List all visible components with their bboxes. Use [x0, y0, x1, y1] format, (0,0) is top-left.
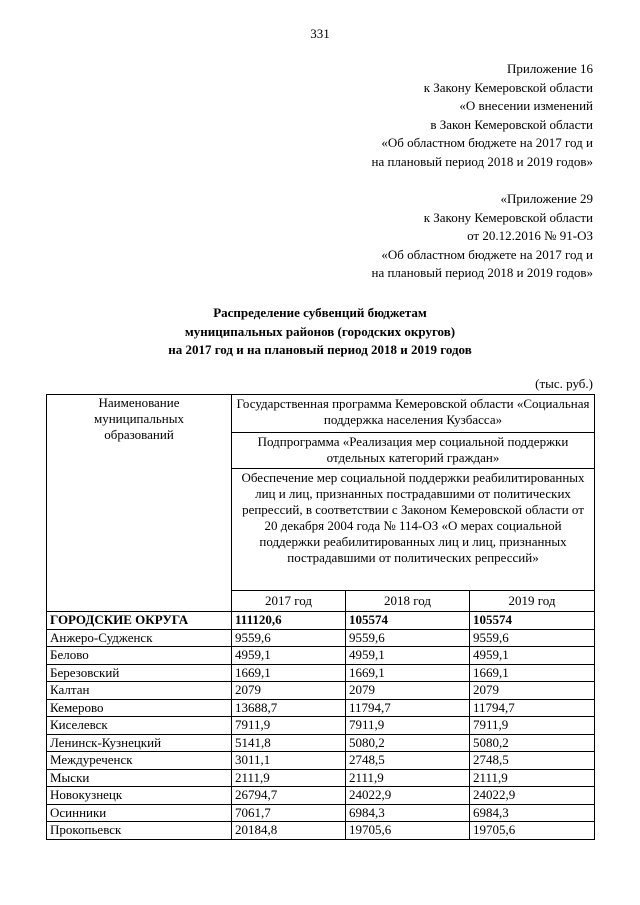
- value-2018-cell: 2748,5: [346, 752, 470, 770]
- document-title: [0, 304, 640, 360]
- appendix-16-line: «Об областном бюджете на 2017 год и: [381, 135, 593, 150]
- value-2018-cell: 6984,3: [346, 804, 470, 822]
- value-2017-cell: 9559,6: [232, 629, 346, 647]
- value-2018-cell: 7911,9: [346, 717, 470, 735]
- value-2018-cell: 4959,1: [346, 647, 470, 665]
- value-2018-cell: 11794,7: [346, 699, 470, 717]
- header-subprogram: Подпрограмма «Реализация мер социальной поддержки отдельных категорий граждан»: [232, 433, 595, 469]
- value-2019-cell: 105574: [470, 612, 595, 630]
- value-2019-cell: 1669,1: [470, 664, 595, 682]
- table-row: [47, 787, 595, 805]
- appendix-16-line: Приложение 16: [506, 61, 593, 76]
- value-2017-cell: 3011,1: [232, 752, 346, 770]
- header-program: Государственная программа Кемеровской области «Социальная поддержка населения Кузбасса»: [232, 395, 595, 433]
- value-2017-cell: 20184,8: [232, 822, 346, 840]
- municipality-cell: Осинники: [47, 804, 232, 822]
- value-2018-cell: 1669,1: [346, 664, 470, 682]
- table-row: [47, 629, 595, 647]
- value-2019-cell: 4959,1: [470, 647, 595, 665]
- municipality-cell: Ленинск-Кузнецкий: [47, 734, 232, 752]
- value-2019-cell: 5080,2: [470, 734, 595, 752]
- value-2019-cell: 24022,9: [470, 787, 595, 805]
- value-2018-cell: 9559,6: [346, 629, 470, 647]
- value-2018-cell: 105574: [346, 612, 470, 630]
- value-2019-cell: 2748,5: [470, 752, 595, 770]
- units-label: (тыс. руб.): [535, 376, 593, 391]
- value-2017-cell: 1669,1: [232, 664, 346, 682]
- header-measure: Обеспечение мер социальной поддержки реабилитированных лиц и лиц, признанных пострадавшими от политических репрессий, в соответствии с Законом Кемеровской области от 20 декабря 2004 года № 114-ОЗ «О мерах социальной поддержки реабилитированных лиц и лиц, признанных пострадавшими от политических репрессий»: [232, 469, 595, 591]
- value-2017-cell: 2079: [232, 682, 346, 700]
- municipality-cell: Кемерово: [47, 699, 232, 717]
- table-row: [47, 699, 595, 717]
- value-2018-cell: 2079: [346, 682, 470, 700]
- value-2018-cell: 5080,2: [346, 734, 470, 752]
- table-row: [47, 647, 595, 665]
- value-2017-cell: 4959,1: [232, 647, 346, 665]
- value-2017-cell: 5141,8: [232, 734, 346, 752]
- municipality-cell: Березовский: [47, 664, 232, 682]
- appendix-29-line: «Об областном бюджете на 2017 год и: [381, 246, 593, 262]
- table-row: [47, 804, 595, 822]
- table-row: [47, 769, 595, 787]
- value-2017-cell: 7911,9: [232, 717, 346, 735]
- appendix-29-line: от 20.12.2016 № 91-ОЗ: [467, 228, 593, 243]
- table-row: [47, 717, 595, 735]
- value-2019-cell: 7911,9: [470, 717, 595, 735]
- value-2017-cell: 26794,7: [232, 787, 346, 805]
- municipality-cell: Белово: [47, 647, 232, 665]
- municipality-cell: Новокузнецк: [47, 787, 232, 805]
- appendix-29-header: [372, 190, 594, 283]
- value-2019-cell: 6984,3: [470, 804, 595, 822]
- value-2018-cell: 19705,6: [346, 822, 470, 840]
- appendix-16-line: к Закону Кемеровской области: [423, 79, 593, 95]
- municipality-cell: Анжеро-Судженск: [47, 629, 232, 647]
- municipality-cell: Калтан: [47, 682, 232, 700]
- value-2017-cell: 13688,7: [232, 699, 346, 717]
- value-2019-cell: 2111,9: [470, 769, 595, 787]
- table-row: [47, 822, 595, 840]
- appendix-29-line: «Приложение 29: [500, 191, 593, 206]
- value-2017-cell: 2111,9: [232, 769, 346, 787]
- title-line: на 2017 год и на плановый период 2018 и 2019 годов: [168, 342, 472, 357]
- municipality-cell: Прокопьевск: [47, 822, 232, 840]
- title-line: Распределение субвенций бюджетам: [213, 305, 427, 320]
- appendix-29-line: на плановый период 2018 и 2019 годов»: [371, 265, 593, 280]
- municipality-cell: Междуреченск: [47, 752, 232, 770]
- value-2017-cell: 7061,7: [232, 804, 346, 822]
- title-line: муниципальных районов (городских округов): [184, 323, 456, 339]
- appendix-16-header: [372, 60, 594, 171]
- value-2019-cell: 11794,7: [470, 699, 595, 717]
- subsidy-table: [46, 394, 595, 840]
- municipality-cell: ГОРОДСКИЕ ОКРУГА: [47, 612, 232, 630]
- header-year-2018: 2018 год: [346, 591, 470, 612]
- municipality-cell: Мыски: [47, 769, 232, 787]
- header-municipality: Наименование муниципальных образований: [47, 395, 232, 612]
- value-2019-cell: 19705,6: [470, 822, 595, 840]
- appendix-16-line: «О внесении изменений: [459, 98, 593, 113]
- appendix-16-line: на плановый период 2018 и 2019 годов»: [371, 153, 593, 169]
- page-number: 331: [310, 26, 330, 41]
- value-2018-cell: 24022,9: [346, 787, 470, 805]
- table-body: [47, 612, 595, 840]
- header-year-2017: 2017 год: [232, 591, 346, 612]
- table-row-total: [47, 612, 595, 630]
- table-row: [47, 682, 595, 700]
- value-2018-cell: 2111,9: [346, 769, 470, 787]
- table-row: [47, 664, 595, 682]
- header-year-2019: 2019 год: [470, 591, 595, 612]
- appendix-29-line: к Закону Кемеровской области: [423, 209, 593, 225]
- municipality-cell: Киселевск: [47, 717, 232, 735]
- value-2019-cell: 2079: [470, 682, 595, 700]
- table-row: [47, 752, 595, 770]
- table-row: [47, 734, 595, 752]
- appendix-16-line: в Закон Кемеровской области: [430, 116, 593, 132]
- value-2017-cell: 111120,6: [232, 612, 346, 630]
- value-2019-cell: 9559,6: [470, 629, 595, 647]
